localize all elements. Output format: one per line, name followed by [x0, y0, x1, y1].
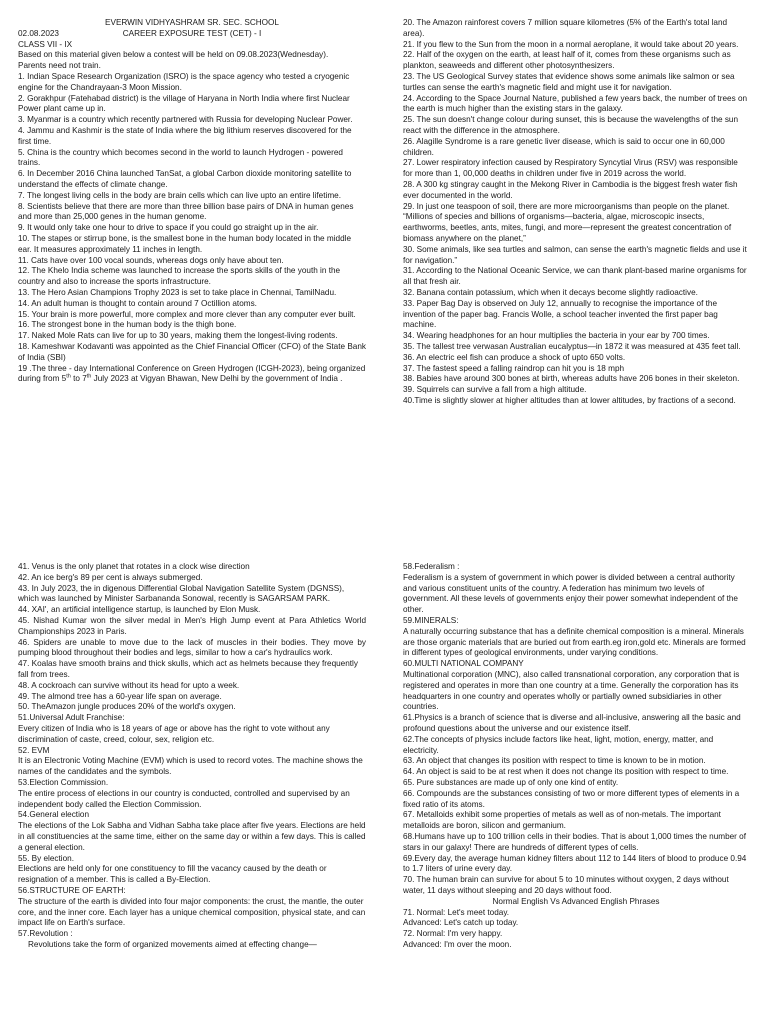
list-item: 7. The longest living cells in the body are brain cells which can live upto an entire lifetime. — [18, 190, 341, 200]
list-item: 42. An ice berg's 89 per cent is always submerged. — [18, 572, 203, 582]
list-item: 62.The concepts of physics include factors like heat, light, motion, energy, matter, and electricity. — [403, 734, 714, 755]
fact-list-41-57 — [18, 562, 366, 951]
list-item: A naturally occurring substance that has a definite chemical composition is a mineral. Minerals are those organic materials that are buried out from earth.eg iron,gold etc. Minerals are formed in different types of geological environments, under varying conditions. — [403, 626, 746, 658]
list-item: The structure of the earth is divided into four major components: the crust, the mantle, the outer core, and the inner core. Each layer has a unique chemical composition, physical state, and can impact life on Earth's surface. — [18, 896, 366, 928]
list-item: 8. Scientists believe that there are more than three billion base pairs of DNA in human genes and more than 25,000 genes in the human genome. — [18, 201, 354, 222]
list-item: 53.Election Commission. — [18, 777, 109, 787]
list-item: 10. The stapes or stirrup bone, is the smallest bone in the human body located in the middle ear. It measures approximately 11 inches in length. — [18, 233, 352, 254]
list-item: 37. The fastest speed a falling raindrop can hit you is 18 mph — [403, 363, 625, 373]
list-item: 30. Some animals, like sea turtles and salmon, can sense the earth's magnetic fields and use it for navigation.” — [403, 244, 747, 265]
list-item: 21. If you flew to the Sun from the moon in a normal aeroplane, it would take about 20 years. — [403, 39, 739, 49]
fact-list-1-18 — [18, 72, 366, 364]
list-item: 49. The almond tree has a 60-year life span on average. — [18, 691, 222, 701]
list-item: 1. Indian Space Research Organization (ISRO) is the space agency who tested a cryogenic engine for the Chandrayaan-3 Moon Mission. — [18, 71, 350, 92]
list-item: 40.Time is slightly slower at higher altitudes than at lower altitudes, by fractions of a second. — [403, 395, 736, 405]
list-item: 25. The sun doesn't change colour during sunset, this is because the wavelengths of the sun react with the difference in the atmosphere. — [403, 115, 739, 135]
school-name: EVERWIN VIDHYASHRAM SR. SEC. SCHOOL — [105, 18, 279, 27]
list-item: Advanced: I'm over the moon. — [403, 939, 512, 949]
list-item: 22. Half of the oxygen on the earth, at least half of it, comes from these organisms such as plankton, seaweeds and different other photosynthesizers. — [403, 50, 731, 71]
list-item: 46. Spiders are unable to move due to the lack of muscles in their bodies. They move by pumping blood throughout their bodies and legs, similar to how a car's hydraulics work. — [18, 637, 366, 658]
list-item: Advanced: Let's catch up today. — [403, 918, 519, 928]
test-date: 02.08.2023 — [18, 28, 59, 38]
list-item: 13. The Hero Asian Champions Trophy 2023 is set to take place in Chennai, TamilNadu. — [18, 287, 337, 297]
column-top-right — [403, 18, 749, 543]
header-line-1 — [18, 18, 366, 29]
column-bottom-right — [403, 562, 749, 1024]
list-item: 4. Jammu and Kashmir is the state of India where the big lithium reserves discovered for the first time. — [18, 125, 352, 146]
list-item: 61.Physics is a branch of science that is diverse and all-inclusive, answering all the basic and profound questions about the universe and our existence itself. — [403, 713, 741, 733]
list-item: 67. Metalloids exhibit some properties of metals as well as of non-metals. The important metalloids are boron, silicon and germanium. — [403, 810, 721, 831]
list-item: 18. Kameshwar Kodavanti was appointed as the Chief Financial Officer (CFO) of the State Bank of India (SBI) — [18, 341, 366, 362]
list-item: 54.General election — [18, 810, 90, 820]
list-item: 52. EVM — [18, 745, 50, 755]
list-item: It is an Electronic Voting Machine (EVM) which is used to record votes. The machine shows the names of the candidates and the symbols. — [18, 756, 363, 777]
fact-list-58-70 — [403, 562, 749, 897]
list-item: 34. Wearing headphones for an hour multiplies the bacteria in your ear by 700 times. — [403, 331, 710, 341]
list-item: 41. Venus is the only planet that rotates in a clock wise direction — [18, 562, 250, 571]
list-item: 57.Revolution : — [18, 929, 73, 939]
list-item: The elections of the Lok Sabha and Vidhan Sabha take place after five years. Elections are held in all constituencies at the same time, either on the same day or within a few days. This is called a general election. — [18, 821, 366, 852]
intro-text: Based on this material given below a contest will be held on 09.08.2023(Wednesday). — [18, 50, 329, 60]
list-item: 6. In December 2016 China launched TanSat, a global Carbon dioxide monitoring satellite to understand the effects of climate change. — [18, 169, 352, 189]
list-item: 26. Alagille Syndrome is a rare genetic liver disease, which is said to occur one in 60,000 children. — [403, 136, 725, 157]
list-item: 39. Squirrels can survive a fall from a high altitude. — [403, 385, 587, 395]
list-item: 60.MULTI NATIONAL COMPANY — [403, 659, 524, 669]
phrases-heading: Normal English Vs Advanced English Phrases — [492, 896, 660, 906]
list-item: 29. In just one teaspoon of soil, there are more microorganisms than people on the planet. “Millions of species and billions of organisms—bacteria, algae, microscopic insects, earthworms, beetles, ants, mites, fungi, and more—represent the greatest concentration of biomass anywhere on the planet,” — [403, 201, 732, 243]
list-item: 66. Compounds are the substances consisting of two or more different types of elements in a fixed ratio of its atoms. — [403, 788, 740, 809]
list-item: 17. Naked Mole Rats can live for up to 30 years, making them the longest-living rodents. — [18, 331, 338, 341]
list-item: Federalism is a system of government in which power is divided between a central authority and various constituent units of the country. A federation has minimum two levels of government. All these levels of governments enjoy their power somewhat independent of the other. — [403, 572, 738, 615]
list-item: 43. In July 2023, the in digenous Differential Global Navigation Satellite System (DGNSS), which was launched by Minister Sarbananda Sonowal, recently is SAGARSAM PARK. — [18, 583, 345, 604]
list-item: 64. An object is said to be at rest when it does not change its position with respect to time. — [403, 767, 729, 777]
list-item: 32. Banana contain potassium, which when it decays become slightly radioactive. — [403, 287, 698, 297]
list-item: 28. A 300 kg stingray caught in the Mekong River in Cambodia is the biggest fresh water fish ever documented in the world. — [403, 179, 738, 200]
list-item: 12. The Khelo India scheme was launched to increase the sports skills of the youth in the country and also to increase the sports infrastructure. — [18, 266, 341, 287]
list-item: 69.Every day, the average human kidney filters about 112 to 144 liters of blood to produce 0.94 to 1.7 liters of urine every day. — [403, 853, 747, 874]
fact-item-19: 19 .The three - day International Conference on Green Hydrogen (ICGH-2023), being organized during from 5th to 7th July 2023 at Vigyan Bhawan, New Delhi by the government of India . — [18, 363, 366, 384]
list-item: 27. Lower respiratory infection caused by Respiratory Syncytial Virus (RSV) was responsible for more than 1, 00,000 deaths in children under five in 2019 across the world. — [403, 158, 738, 179]
list-item: 56.STRUCTURE OF EARTH: — [18, 885, 126, 895]
list-item: The entire process of elections in our country is conducted, controlled and supervised by an independent body called the Election Commission. — [18, 788, 350, 809]
list-item: 71. Normal: Let's meet today. — [403, 907, 510, 917]
list-item: 63. An object that changes its position with respect to time is known to be in motion. — [403, 756, 706, 766]
list-item: 3. Myanmar is a country which recently partnered with Russia for developing Nuclear Power. — [18, 115, 353, 125]
list-item: 38. Babies have around 300 bones at birth, whereas adults have 206 bones in their skeleton. — [403, 374, 740, 384]
list-item: 33. Paper Bag Day is observed on July 12, annually to recognise the importance of the invention of the paper bag. Francis Wolle, a school teacher invented the first paper bag machine. — [403, 298, 718, 330]
list-item: 14. An adult human is thought to contain around 7 Octillion atoms. — [18, 298, 257, 308]
fact-list-20-40 — [403, 18, 749, 407]
header-line-2 — [18, 29, 366, 40]
list-item: 9. It would only take one hour to drive to space if you could go straight up in the air. — [18, 223, 319, 233]
column-top-left — [18, 18, 366, 543]
list-item: 51.Universal Adult Franchise: — [18, 713, 125, 723]
list-item: 16. The strongest bone in the human body is the thigh bone. — [18, 320, 237, 330]
list-item: 47. Koalas have smooth brains and thick skulls, which act as helmets because they frequently fall from trees. — [18, 659, 358, 679]
list-item: 55. By election. — [18, 853, 74, 863]
list-item: 50. TheAmazon jungle produces 20% of the world's oxygen. — [18, 702, 236, 712]
list-item: 58.Federalism : — [403, 562, 460, 571]
list-item: 15. Your brain is more powerful, more complex and more clever than any computer ever built. — [18, 309, 356, 319]
list-item: 23. The US Geological Survey states that evidence shows some animals like salmon or sea turtles can sense the earth's magnetic field and might use it for navigation. — [403, 71, 735, 92]
list-item: 68.Humans have up to 100 trillion cells in their bodies. That is about 1,000 times the number of stars in our galaxy! There are hundreds of different types of cells. — [403, 831, 747, 852]
list-item: 45. Nishad Kumar won the silver medal in Men's High Jump event at Para Athletics World Championships 2023 in Paris. — [18, 615, 366, 636]
list-item: 35. The tallest tree verwasan Australian eucalyptus—in 1872 it was measured at 435 feet tall. — [403, 341, 741, 351]
list-item: 65. Pure substances are made up of only one kind of entity. — [403, 777, 619, 787]
list-item: 59.MINERALS: — [403, 615, 459, 625]
list-item: 48. A cockroach can survive without its head for upto a week. — [18, 680, 240, 690]
list-item: 44. XAI', an artificial intelligence startup, is launched by Elon Musk. — [18, 605, 261, 615]
list-item: 72. Normal: I'm very happy. — [403, 929, 503, 939]
list-item: Elections are held only for one constituency to fill the vacancy caused by the death or resignation of a member. This is called a By-Election. — [18, 864, 327, 885]
phrases-list — [403, 908, 749, 951]
list-item: Every citizen of India who is 18 years of age or above has the right to vote without any discrimination of caste, creed, colour, sex, religion etc. — [18, 723, 330, 744]
list-item: 70. The human brain can survive for about 5 to 10 minutes without oxygen, 2 days without water, 11 days without sleeping and 20 days without food. — [403, 875, 729, 895]
list-item: Revolutions take the form of organized movements aimed at effecting change— — [28, 939, 317, 949]
parents-note: Parents need not train. — [18, 61, 101, 71]
class-range: CLASS VII - IX — [18, 39, 73, 49]
list-item: 31. According to the National Oceanic Service, we can thank plant-based marine organisms for all that fresh air. — [403, 266, 747, 287]
test-title: CAREER EXPOSURE TEST (CET) - I — [122, 28, 262, 38]
list-item: 36. An electric eel fish can produce a shock of upto 650 volts. — [403, 352, 626, 362]
list-item: 11. Cats have over 100 vocal sounds, whereas dogs only have about ten. — [18, 255, 284, 265]
list-item: 5. China is the country which becomes second in the world to launch Hydrogen - powered trains. — [18, 147, 343, 168]
list-item: 2. Gorakhpur (Fatehabad district) is the village of Haryana in North India where first Nuclear Power plant came up in. — [18, 93, 350, 114]
column-bottom-left — [18, 562, 366, 1024]
list-item: Multinational corporation (MNC), also called transnational corporation, any corporation that is registered and operates in more than one country at a time. Generally the corporation has its headquarters in one country and operates wholly or partially owned subsidiaries in other countries. — [403, 669, 740, 712]
list-item: 20. The Amazon rainforest covers 7 million square kilometres (5% of the Earth's total land area). — [403, 18, 728, 38]
list-item: 24. According to the Space Journal Nature, published a few years back, the number of trees on the earth is much higher than the existing stars in the galaxy. — [403, 93, 748, 114]
